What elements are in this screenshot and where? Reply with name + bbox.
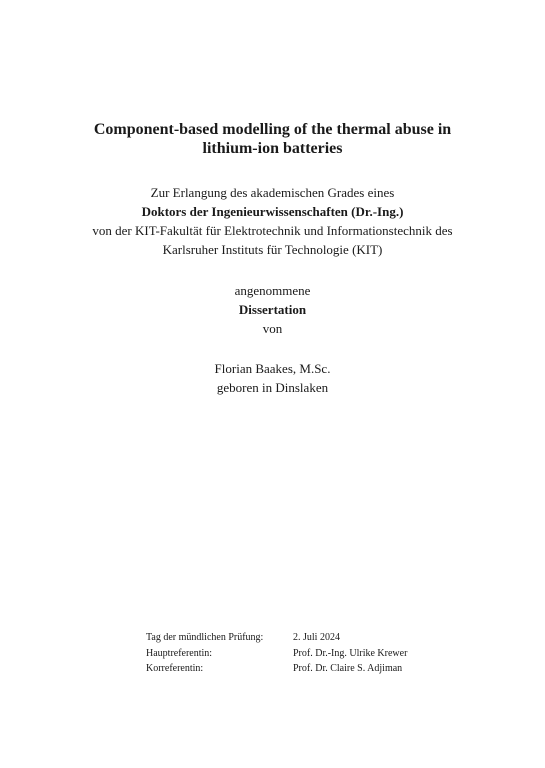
exam-date-value: 2. Juli 2024 (293, 632, 340, 643)
co-referee-label: Korreferentin: (146, 663, 204, 674)
thesis-title (0, 120, 545, 158)
dissertation-block (0, 281, 545, 338)
main-referee-value: Prof. Dr.-Ing. Ulrike Krewer (293, 647, 408, 659)
author-birthplace: geboren in Dinslaken (216, 380, 329, 395)
thesis-title-line-1: Component-based modelling of the thermal abuse in (93, 121, 452, 138)
exam-date-label: Tag der mündlichen Prüfung: (146, 632, 264, 643)
degree-statement (0, 183, 545, 259)
thesis-title-line-2: lithium-ion batteries (202, 140, 343, 157)
author-block (0, 359, 545, 397)
co-referee-value: Prof. Dr. Claire S. Adjiman (293, 663, 403, 674)
author-name: Florian Baakes, M.Sc. (214, 361, 331, 376)
dissertation-line-1: angenommene (234, 283, 311, 298)
exam-date-row (146, 630, 407, 646)
degree-line-3: von der KIT-Fakultät für Elektrotechnik und Informationstechnik des (92, 223, 453, 238)
co-referee-row (146, 661, 407, 677)
examination-details (146, 630, 407, 677)
degree-line-1: Zur Erlangung des akademischen Grades eines (150, 185, 395, 200)
degree-line-4: Karlsruher Instituts für Technologie (KIT) (162, 242, 383, 257)
main-referee-row (146, 646, 407, 662)
dissertation-heading: Dissertation (238, 302, 307, 317)
main-referee-label: Hauptreferentin: (146, 647, 213, 659)
dissertation-line-3: von (262, 321, 283, 336)
degree-name: Doktors der Ingenieurwissenschaften (Dr.-Ing.) (141, 204, 404, 219)
